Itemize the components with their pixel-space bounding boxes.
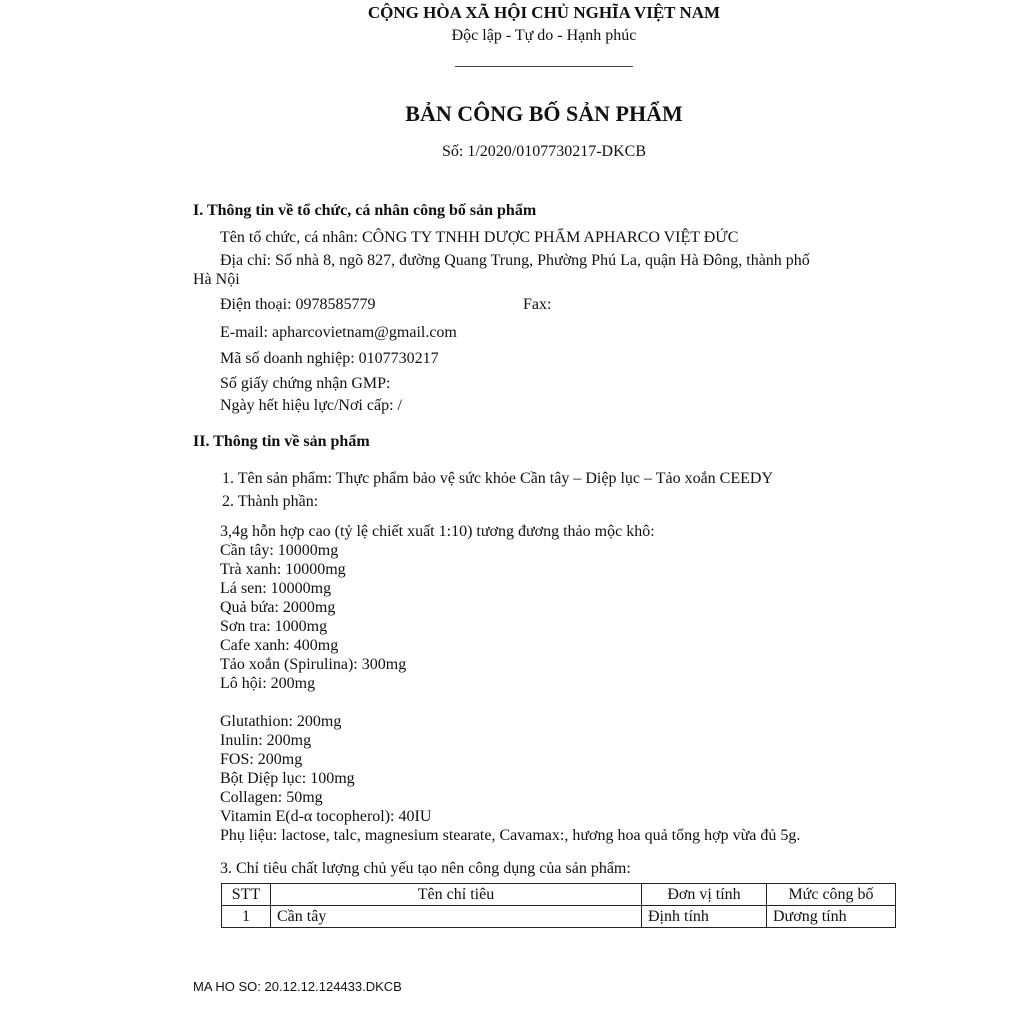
header-divider — [455, 66, 633, 67]
quality-table — [221, 883, 896, 928]
ingredient-item: Lá sen: 10000mg — [220, 580, 332, 597]
fax: Fax: — [523, 296, 552, 313]
ingredient-item: Bột Diệp lục: 100mg — [220, 770, 355, 787]
country-name: CỘNG HÒA XÃ HỘI CHỦ NGHĨA VIỆT NAM — [367, 3, 721, 22]
record-code: MA HO SO: 20.12.12.124433.DKCB — [193, 979, 402, 994]
business-code: Mã số doanh nghiệp: 0107730217 — [220, 350, 439, 367]
table-cell: Định tính — [642, 906, 767, 928]
ingredient-item: Tảo xoắn (Spirulina): 300mg — [220, 656, 407, 673]
table-row — [222, 906, 896, 928]
document-title: BẢN CÔNG BỐ SẢN PHẨM — [405, 101, 683, 126]
table-header-row — [222, 884, 896, 906]
quality-label: 3. Chỉ tiêu chất lượng chủ yếu tạo nên công dụng của sản phẩm: — [220, 860, 631, 877]
ingredient-item: 3,4g hỗn hợp cao (tỷ lệ chiết xuất 1:10) tương đương thảo mộc khô: — [220, 523, 655, 540]
ingredient-item: Cần tây: 10000mg — [220, 542, 339, 559]
ingredient-item: Sơn tra: 1000mg — [220, 618, 328, 635]
ingredient-item: FOS: 200mg — [220, 751, 303, 768]
ingredient-item: Lô hội: 200mg — [220, 675, 316, 692]
ingredient-list — [220, 522, 800, 845]
section1-heading: I. Thông tin về tổ chức, cá nhân công bố sản phẩm — [193, 202, 537, 219]
ingredient-item: Glutathion: 200mg — [220, 713, 342, 730]
expiry: Ngày hết hiệu lực/Nơi cấp: / — [220, 397, 402, 414]
table-cell: Dương tính — [767, 906, 896, 928]
table-header-cell: Mức công bố — [767, 884, 896, 906]
table-header-cell: STT — [222, 884, 271, 906]
table-header-cell: Đơn vị tính — [642, 884, 767, 906]
ingredient-item: Phụ liệu: lactose, talc, magnesium stearate, Cavamax:, hương hoa quả tổng hợp vừa đủ 5g. — [220, 827, 801, 844]
composition-label: 2. Thành phần: — [222, 493, 319, 510]
table-header-cell: Tên chỉ tiêu — [271, 884, 642, 906]
org-name: Tên tổ chức, cá nhân: CÔNG TY TNHH DƯỢC PHẨM APHARCO VIỆT ĐỨC — [220, 229, 739, 246]
product-name: 1. Tên sản phẩm: Thực phẩm bảo vệ sức khỏe Cần tây – Diệp lục – Tảo xoắn CEEDY — [222, 470, 773, 487]
table-cell: 1 — [222, 906, 271, 928]
document-number: Số: 1/2020/0107730217-DKCB — [441, 143, 646, 160]
table-cell: Cần tây — [271, 906, 642, 928]
ingredient-item: Inulin: 200mg — [220, 732, 312, 749]
section2-heading: II. Thông tin về sản phẩm — [193, 433, 370, 450]
email: E-mail: apharcovietnam@gmail.com — [220, 324, 457, 341]
ingredient-item: Vitamin E(d-α tocopherol): 40IU — [220, 808, 432, 825]
phone: Điện thoại: 0978585779 — [220, 296, 376, 313]
list-gap — [220, 693, 800, 712]
address-line1: Địa chỉ: Số nhà 8, ngõ 827, đường Quang Trung, Phường Phú La, quận Hà Đông, thành phố — [220, 252, 810, 269]
gmp-cert: Số giấy chứng nhận GMP: — [220, 375, 391, 392]
ingredient-item: Collagen: 50mg — [220, 789, 323, 806]
ingredient-item: Cafe xanh: 400mg — [220, 637, 339, 654]
address-line2: Hà Nội — [193, 271, 240, 288]
ingredient-item: Trà xanh: 10000mg — [220, 561, 346, 578]
national-motto: Độc lập - Tự do - Hạnh phúc — [451, 27, 637, 44]
ingredient-item: Quả bứa: 2000mg — [220, 599, 336, 616]
